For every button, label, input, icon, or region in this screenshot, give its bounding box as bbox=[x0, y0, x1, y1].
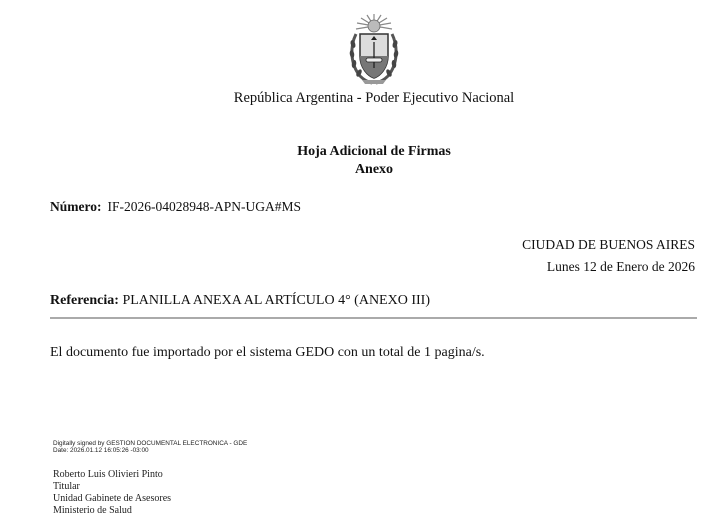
signer-ministry: Ministerio de Salud bbox=[53, 505, 132, 516]
document-heading: Hoja Adicional de Firmas bbox=[297, 144, 451, 159]
referencia-value: PLANILLA ANEXA AL ARTÍCULO 4° (ANEXO III) bbox=[118, 293, 430, 308]
document-body: El documento fue importado por el sistema GEDO con un total de 1 pagina/s. bbox=[50, 345, 485, 360]
city-line: CIUDAD DE BUENOS AIRES bbox=[522, 237, 695, 252]
document-subheading: Anexo bbox=[354, 162, 394, 177]
document-number bbox=[50, 199, 301, 215]
header-title: República Argentina - Poder Ejecutivo Nacional bbox=[233, 90, 515, 106]
numero-label: Número: bbox=[50, 199, 102, 214]
digital-signature-line: Digitally signed by GESTION DOCUMENTAL ELECTRONICA - GDE bbox=[53, 440, 248, 447]
referencia-label: Referencia: bbox=[50, 293, 119, 308]
reference-line bbox=[50, 293, 430, 309]
date-line: Lunes 12 de Enero de 2026 bbox=[546, 259, 695, 274]
signer-role: Titular bbox=[53, 481, 80, 492]
divider-line bbox=[50, 317, 697, 319]
digital-signature-date: Date: 2026.01.12 16:05:26 -03:00 bbox=[53, 447, 149, 454]
national-emblem-icon bbox=[346, 12, 402, 86]
signer-unit: Unidad Gabinete de Asesores bbox=[53, 493, 172, 504]
numero-value: IF-2026-04028948-APN-UGA#MS bbox=[107, 199, 302, 214]
signer-name: Roberto Luis Olivieri Pinto bbox=[53, 469, 163, 480]
